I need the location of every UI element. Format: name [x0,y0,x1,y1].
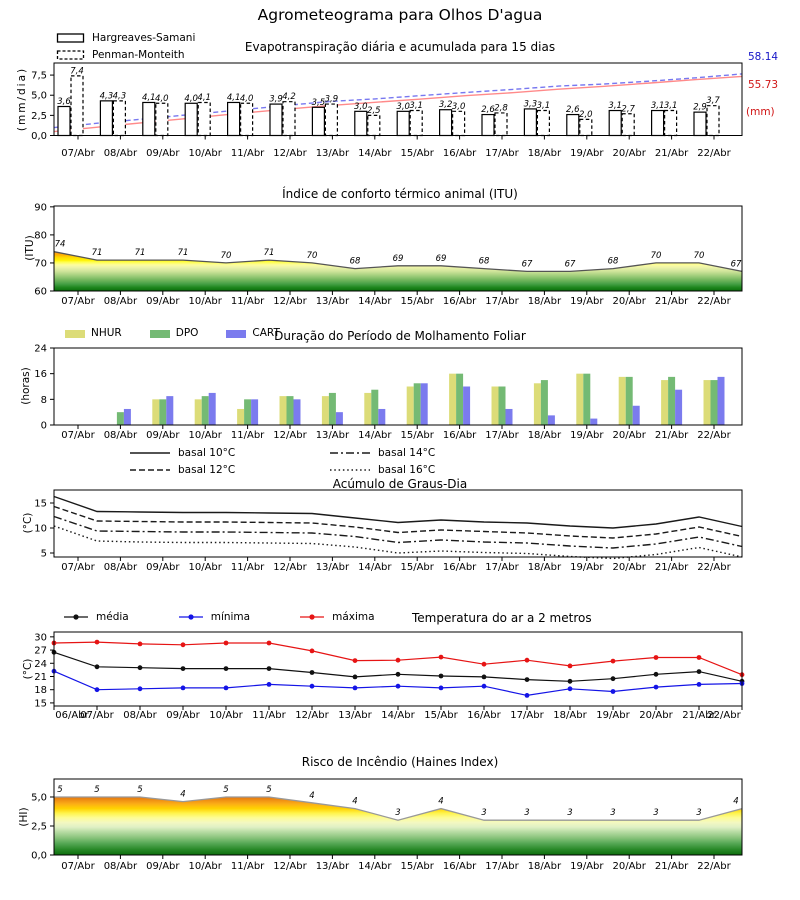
svg-text:5: 5 [223,784,229,795]
svg-text:18/Abr: 18/Abr [553,710,587,721]
svg-text:27: 27 [34,645,47,657]
svg-text:70: 70 [220,250,232,261]
svg-text:14/Abr: 14/Abr [381,710,415,721]
svg-text:13/Abr: 13/Abr [315,861,350,872]
svg-text:2,6: 2,6 [566,105,580,116]
svg-text:17/Abr: 17/Abr [485,562,519,573]
svg-text:09/Abr: 09/Abr [146,861,180,872]
svg-text:68: 68 [478,256,490,267]
legend-label: basal 16°C [378,464,436,476]
svg-text:3,3: 3,3 [523,99,538,110]
svg-text:08/Abr: 08/Abr [103,148,138,159]
legend-media [62,611,375,623]
panel2-ylabel: (ITU) [24,235,36,261]
svg-text:19/Abr: 19/Abr [570,861,604,872]
dashed-line-swatch-icon [128,465,172,475]
svg-text:07/Abr: 07/Abr [61,861,95,872]
svg-text:19/Abr: 19/Abr [570,562,604,573]
legend-label: Penman-Monteith [92,49,185,61]
svg-text:4,3: 4,3 [112,91,127,102]
cumulative-total-penman: 58.14 [748,51,779,63]
svg-text:3: 3 [567,808,573,819]
svg-text:14/Abr: 14/Abr [358,430,392,441]
svg-text:3,6: 3,6 [57,97,71,107]
svg-text:15: 15 [34,498,47,510]
svg-text:18: 18 [34,685,47,697]
dotted-line-swatch-icon [328,465,372,475]
svg-text:22/Abr: 22/Abr [697,430,731,441]
svg-text:11/Abr: 11/Abr [230,562,265,573]
svg-text:10/Abr: 10/Abr [188,296,222,307]
svg-text:21: 21 [34,671,47,683]
svg-text:11/Abr: 11/Abr [252,710,286,721]
svg-text:2,5: 2,5 [31,110,47,122]
svg-text:24: 24 [34,343,47,355]
svg-text:3: 3 [395,808,401,819]
svg-text:2,8: 2,8 [494,103,508,114]
svg-text:2,7: 2,7 [621,104,635,115]
svg-text:22/Abr: 22/Abr [707,710,741,721]
svg-text:4: 4 [352,796,358,807]
svg-text:09/Abr: 09/Abr [146,430,180,441]
svg-text:0,0: 0,0 [31,850,47,862]
svg-text:12/Abr: 12/Abr [273,430,307,441]
svg-text:3,9: 3,9 [269,94,283,105]
svg-text:3: 3 [481,808,487,819]
panel5-ylabel: (°C) [22,658,34,680]
svg-text:11/Abr: 11/Abr [230,861,265,872]
legend-basal12 [128,464,235,476]
svg-text:16/Abr: 16/Abr [442,562,477,573]
svg-text:12/Abr: 12/Abr [273,562,307,573]
cumulative-total-hargreaves: 55.73 [748,79,779,91]
svg-text:0,0: 0,0 [31,131,47,142]
svg-text:4,1: 4,1 [142,92,156,103]
svg-text:21/Abr: 21/Abr [654,148,689,159]
svg-text:7,4: 7,4 [70,66,84,77]
svg-text:16/Abr: 16/Abr [442,861,477,872]
panel4-title: Acúmulo de Graus-Dia [332,477,468,491]
svg-text:15: 15 [34,698,47,710]
svg-text:71: 71 [263,248,275,259]
panel6-ylabel: (HI) [18,807,30,827]
legend-basal10 [128,447,235,459]
svg-text:24: 24 [34,658,47,670]
svg-text:12/Abr: 12/Abr [273,861,307,872]
svg-text:13/Abr: 13/Abr [315,296,350,307]
panel1-ylabel: (mm/dia) [16,66,28,132]
svg-text:8: 8 [40,394,47,406]
svg-text:08/Abr: 08/Abr [103,562,138,573]
svg-text:3,0: 3,0 [451,101,466,112]
svg-text:07/Abr: 07/Abr [61,296,95,307]
svg-text:16/Abr: 16/Abr [442,296,477,307]
svg-text:5,0: 5,0 [31,792,47,804]
svg-text:15/Abr: 15/Abr [400,296,434,307]
legend-basal16 [328,464,435,476]
svg-text:7,5: 7,5 [31,70,47,82]
svg-text:22/Abr: 22/Abr [697,296,731,307]
svg-text:3,7: 3,7 [706,96,720,107]
svg-text:19/Abr: 19/Abr [596,710,630,721]
svg-text:18/Abr: 18/Abr [527,861,562,872]
svg-text:10/Abr: 10/Abr [188,430,222,441]
panel-graus-dia [50,490,742,561]
svg-text:11/Abr: 11/Abr [230,148,265,159]
svg-text:22/Abr: 22/Abr [697,861,731,872]
media-line-swatch-icon [62,612,90,622]
svg-text:4,2: 4,2 [282,92,296,103]
svg-text:2,5: 2,5 [31,821,47,833]
svg-text:3,0: 3,0 [396,101,410,112]
svg-text:09/Abr: 09/Abr [146,562,180,573]
svg-text:4: 4 [733,796,739,807]
svg-text:14/Abr: 14/Abr [358,148,392,159]
svg-text:70: 70 [34,258,47,270]
svg-text:3: 3 [696,808,702,819]
svg-text:60: 60 [34,286,47,298]
svg-text:19/Abr: 19/Abr [570,296,604,307]
svg-text:13/Abr: 13/Abr [315,562,350,573]
svg-text:09/Abr: 09/Abr [166,710,200,721]
legend-basal14 [328,447,435,459]
svg-text:69: 69 [392,253,404,264]
svg-text:14/Abr: 14/Abr [358,562,392,573]
svg-text:5,0: 5,0 [31,90,47,102]
minima-line-swatch-icon [177,612,205,622]
svg-text:14/Abr: 14/Abr [358,296,392,307]
panel2-title: Índice de conforto térmico animal (ITU) [282,187,518,201]
svg-text:0: 0 [40,420,47,432]
svg-text:15/Abr: 15/Abr [400,148,434,159]
svg-text:3,1: 3,1 [409,101,423,112]
svg-text:15/Abr: 15/Abr [424,710,458,721]
solid-line-swatch-icon [128,448,172,458]
svg-text:70: 70 [306,250,318,261]
svg-text:71: 71 [134,248,146,259]
svg-text:22/Abr: 22/Abr [697,562,731,573]
svg-text:22/Abr: 22/Abr [697,148,731,159]
svg-text:5: 5 [94,784,100,795]
svg-text:4: 4 [180,789,186,800]
svg-text:19/Abr: 19/Abr [570,148,604,159]
svg-text:3,0: 3,0 [354,101,368,112]
svg-text:20/Abr: 20/Abr [639,710,673,721]
svg-text:70: 70 [693,250,705,261]
svg-text:08/Abr: 08/Abr [103,296,138,307]
svg-text:17/Abr: 17/Abr [485,430,519,441]
svg-text:3,9: 3,9 [324,94,339,105]
svg-text:21/Abr: 21/Abr [654,296,689,307]
svg-text:15/Abr: 15/Abr [400,861,434,872]
svg-text:71: 71 [177,248,189,259]
panel4-ylabel: (°C) [22,512,34,534]
svg-text:20/Abr: 20/Abr [612,430,646,441]
svg-text:2,9: 2,9 [693,102,707,113]
legend-label: NHUR [91,327,122,339]
panel-haines [50,779,742,859]
svg-text:12/Abr: 12/Abr [295,710,329,721]
svg-text:69: 69 [435,253,447,264]
svg-text:12/Abr: 12/Abr [273,296,307,307]
svg-text:90: 90 [34,202,47,214]
svg-text:13/Abr: 13/Abr [315,148,350,159]
legend-label: máxima [332,611,375,623]
legend-label: basal 12°C [178,464,236,476]
svg-text:30: 30 [34,632,47,644]
svg-text:13/Abr: 13/Abr [315,430,350,441]
maxima-line-swatch-icon [298,612,326,622]
svg-text:20/Abr: 20/Abr [612,148,646,159]
svg-text:20/Abr: 20/Abr [612,861,646,872]
svg-text:19/Abr: 19/Abr [570,430,604,441]
svg-text:21/Abr: 21/Abr [654,861,689,872]
svg-text:74: 74 [54,239,66,250]
svg-text:4,3: 4,3 [99,91,114,102]
svg-text:14/Abr: 14/Abr [358,861,392,872]
svg-text:08/Abr: 08/Abr [123,710,157,721]
svg-text:10: 10 [34,523,47,535]
svg-text:10/Abr: 10/Abr [209,710,243,721]
svg-text:21/Abr: 21/Abr [682,710,716,721]
svg-text:67: 67 [521,259,533,270]
svg-text:15/Abr: 15/Abr [400,430,434,441]
svg-text:5: 5 [266,784,272,795]
svg-text:18/Abr: 18/Abr [527,296,562,307]
legend-label: CART [252,327,280,339]
svg-text:18/Abr: 18/Abr [527,430,562,441]
svg-text:11/Abr: 11/Abr [230,430,265,441]
svg-text:08/Abr: 08/Abr [103,861,138,872]
svg-text:09/Abr: 09/Abr [146,148,180,159]
svg-text:3,2: 3,2 [438,100,453,111]
svg-text:17/Abr: 17/Abr [485,148,519,159]
svg-text:2,6: 2,6 [481,105,495,116]
svg-text:07/Abr: 07/Abr [80,710,114,721]
svg-text:16: 16 [34,369,47,381]
svg-text:12/Abr: 12/Abr [273,148,307,159]
svg-text:3,1: 3,1 [608,101,622,112]
svg-text:10/Abr: 10/Abr [188,562,222,573]
svg-text:3,5: 3,5 [311,97,326,108]
svg-text:16/Abr: 16/Abr [442,148,477,159]
svg-text:21/Abr: 21/Abr [654,430,689,441]
svg-text:20/Abr: 20/Abr [612,296,646,307]
legend-label: Hargreaves-Samani [92,32,196,44]
svg-text:4,0: 4,0 [155,93,169,104]
svg-text:16/Abr: 16/Abr [442,430,477,441]
svg-text:4,1: 4,1 [197,92,211,103]
svg-text:11/Abr: 11/Abr [230,296,265,307]
svg-text:4,0: 4,0 [239,93,254,104]
svg-text:17/Abr: 17/Abr [485,861,519,872]
svg-text:10/Abr: 10/Abr [188,861,222,872]
page-title: Agrometeograma para Olhos D'agua [257,6,543,24]
svg-text:17/Abr: 17/Abr [485,296,519,307]
svg-text:3: 3 [524,808,530,819]
panel-molhamento [50,348,742,429]
svg-text:3,1: 3,1 [536,101,551,112]
dashdot-line-swatch-icon [328,448,372,458]
svg-text:3,1: 3,1 [663,101,678,112]
svg-text:2,0: 2,0 [579,109,593,120]
svg-text:4,0: 4,0 [184,93,198,104]
svg-text:18/Abr: 18/Abr [527,148,562,159]
legend-label: basal 14°C [378,447,436,459]
svg-text:4: 4 [309,790,315,801]
svg-text:10/Abr: 10/Abr [188,148,222,159]
right-axis-unit: (mm) [746,106,775,118]
svg-text:18/Abr: 18/Abr [527,562,562,573]
svg-text:4: 4 [438,796,444,807]
panel3-title: Duração do Período de Molhamento Foliar [274,329,526,343]
svg-text:3: 3 [610,808,616,819]
svg-text:70: 70 [650,250,662,261]
svg-text:3: 3 [653,808,659,819]
svg-text:68: 68 [349,256,361,267]
svg-text:06/Abr: 06/Abr [55,710,89,721]
svg-text:80: 80 [34,230,47,242]
panel6-title: Risco de Incêndio (Haines Index) [301,755,499,769]
panel1-title: Evapotranspiração diária e acumulada para 15 dias [244,40,556,54]
svg-text:5: 5 [57,784,63,795]
svg-text:15/Abr: 15/Abr [400,562,434,573]
panel-temperatura [50,632,744,710]
svg-text:07/Abr: 07/Abr [61,148,95,159]
svg-text:5: 5 [40,548,47,560]
svg-text:3,1: 3,1 [650,101,665,112]
legend-label: mínima [210,611,251,623]
svg-text:2,5: 2,5 [367,105,381,116]
svg-text:13/Abr: 13/Abr [338,710,372,721]
svg-text:67: 67 [730,259,742,270]
svg-text:67: 67 [564,259,576,270]
svg-text:5: 5 [137,784,143,795]
legend-label: basal 10°C [178,447,236,459]
svg-text:07/Abr: 07/Abr [61,430,95,441]
legend-label: média [96,611,129,623]
svg-text:08/Abr: 08/Abr [103,430,138,441]
svg-text:17/Abr: 17/Abr [510,710,544,721]
svg-text:09/Abr: 09/Abr [146,296,180,307]
panel-itu [50,206,742,295]
svg-text:21/Abr: 21/Abr [654,562,689,573]
svg-text:20/Abr: 20/Abr [612,562,646,573]
panel5-title: Temperatura do ar a 2 metros [412,611,592,625]
svg-text:68: 68 [607,256,619,267]
legend-label: DPO [175,327,199,339]
panel3-ylabel: (horas) [20,367,32,405]
svg-text:16/Abr: 16/Abr [467,710,501,721]
svg-text:71: 71 [91,248,103,259]
svg-text:07/Abr: 07/Abr [61,562,95,573]
svg-text:4,1: 4,1 [226,92,241,103]
